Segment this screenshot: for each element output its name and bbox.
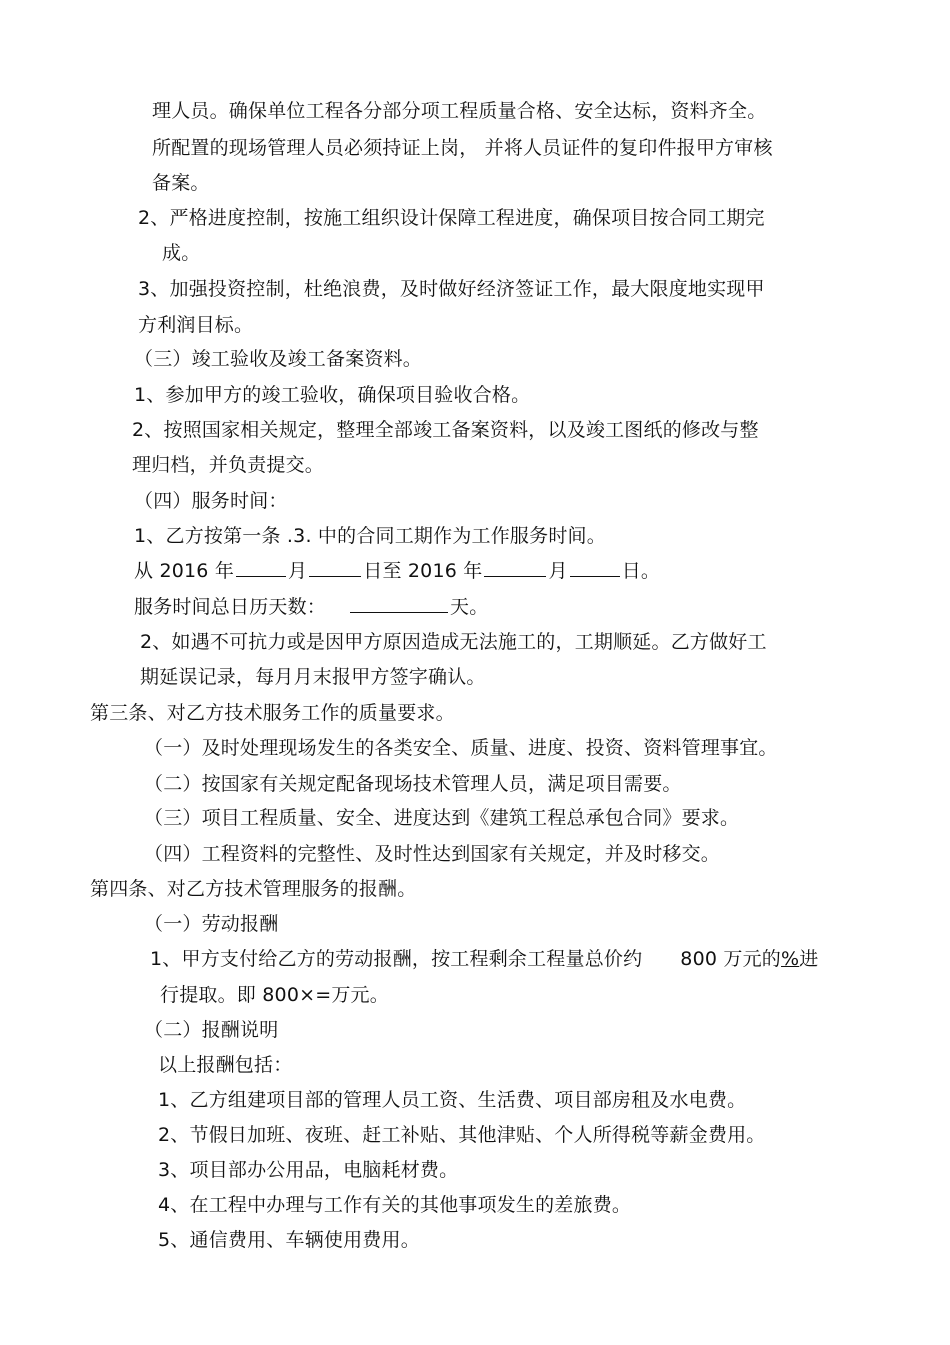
payment-text: 1、甲方支付给乙方的劳动报酬，按工程剩余工程量总价约 [150,948,643,970]
payment-text: 进 [799,948,819,970]
payment-text: 800 万元的 [680,948,782,970]
list-item: 5、通信费用、车辆使用费用。 [158,1229,420,1251]
text-line: （三）项目工程质量、安全、进度达到《建筑工程总承包合同》要求。 [144,807,740,829]
days-fill-line [134,594,488,620]
percent-blank: % [781,948,800,970]
article-heading: 第四条、对乙方技术管理服务的报酬。 [90,878,417,900]
section-heading: （四）服务时间： [134,490,288,512]
text-line: 1、参加甲方的竣工验收，确保项目验收合格。 [134,384,531,406]
text-line: 成。 [162,242,201,264]
date-fill-line [134,558,660,584]
text-line: （二）按国家有关规定配备现场技术管理人员，满足项目需要。 [144,773,682,795]
blank-field [350,594,448,613]
blank-field [236,558,286,577]
date-text: 月 [548,560,568,582]
list-item: 1、乙方组建项目部的管理人员工资、生活费、项目部房租及水电费。 [158,1089,747,1111]
text-line: 方利润目标。 [138,314,254,336]
text-line: 2、如遇不可抗力或是因甲方原因造成无法施工的，工期顺延。乙方做好工 [140,631,767,653]
section-heading: （一）劳动报酬 [144,913,279,935]
article-heading: 第三条、对乙方技术服务工作的质量要求。 [90,702,455,724]
blank-field [570,558,620,577]
blank-field [309,558,361,577]
list-item: 4、在工程中办理与工作有关的其他事项发生的差旅费。 [158,1194,632,1216]
text-line: 行提取。即 800×=万元。 [160,984,389,1006]
text-line: 2、按照国家相关规定，整理全部竣工备案资料，以及竣工图纸的修改与整 [132,419,759,441]
text-line: 1、乙方按第一条 .3. 中的合同工期作为工作服务时间。 [134,525,606,547]
blank-field [484,558,546,577]
text-line: 期延误记录，每月月末报甲方签字确认。 [140,666,486,688]
payment-line [150,946,818,972]
text-line: 理归档，并负责提交。 [132,454,325,476]
text-line: 所配置的现场管理人员必须持证上岗， 并将人员证件的复印件报甲方审核 [152,137,773,159]
section-heading: （三）竣工验收及竣工备案资料。 [134,348,423,370]
text-line: （四）工程资料的完整性、及时性达到国家有关规定，并及时移交。 [144,843,721,865]
date-text: 月 [288,560,308,582]
text-line: 备案。 [152,172,210,194]
section-heading: （二）报酬说明 [144,1019,279,1041]
list-item: 2、节假日加班、夜班、赶工补贴、其他津贴、个人所得税等薪金费用。 [158,1124,766,1146]
date-text: 日。 [621,560,661,582]
text-line: 理人员。确保单位工程各分部分项工程质量合格、安全达标，资料齐全。 [152,100,767,122]
list-item: 3、项目部办公用品，电脑耗材费。 [158,1159,459,1181]
text-line: 2、严格进度控制，按施工组织设计保障工程进度，确保项目按合同工期完 [138,207,765,229]
date-text: 从 2016 年 [134,560,235,582]
days-text: 服务时间总日历天数： [134,596,327,618]
date-text: 日至 2016 年 [363,560,483,582]
text-line: （一）及时处理现场发生的各类安全、质量、进度、投资、资料管理事宜。 [144,737,778,759]
days-text: 天。 [450,596,489,618]
text-line: 3、加强投资控制，杜绝浪费，及时做好经济签证工作，最大限度地实现甲 [138,278,765,300]
text-line: 以上报酬包括： [158,1054,293,1076]
